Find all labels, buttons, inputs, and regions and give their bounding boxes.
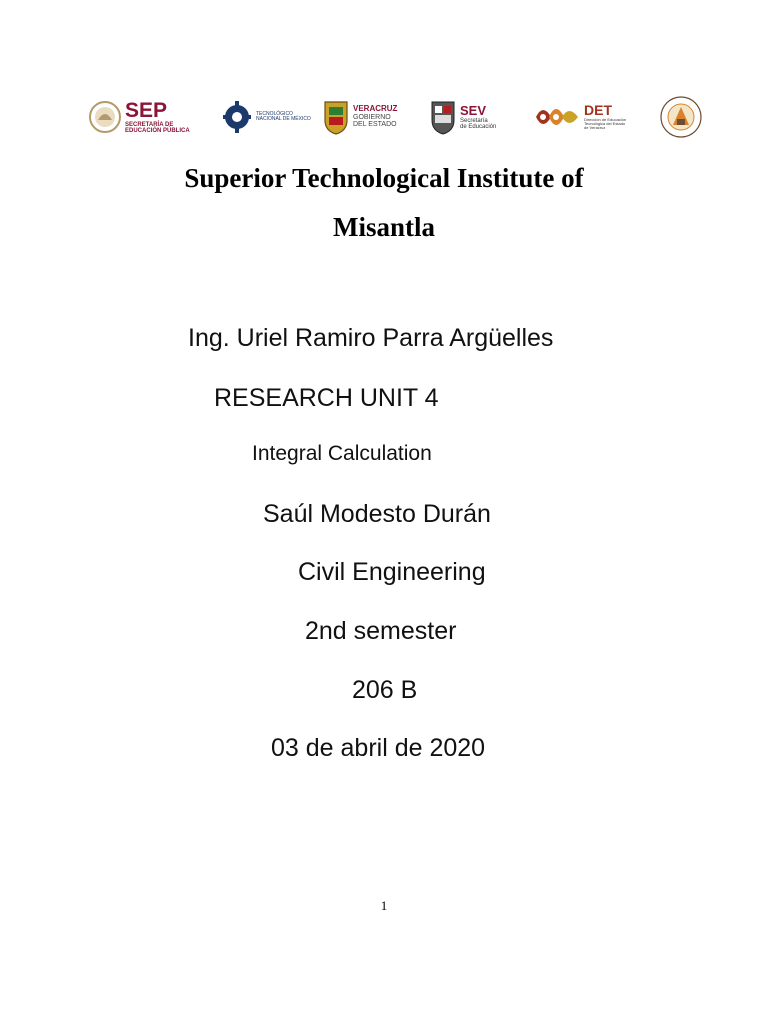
teacher-name: Ing. Uriel Ramiro Parra Argüelles <box>188 324 554 352</box>
sep-logo <box>88 95 190 139</box>
itsm-seal-icon <box>659 95 703 139</box>
sep-logo-line: EDUCACIÓN PÚBLICA <box>125 128 190 135</box>
student-name: Saúl Modesto Durán <box>263 500 491 528</box>
itsm-logo <box>659 95 703 139</box>
veracruz-logo-name: VERACRUZ <box>353 104 398 114</box>
tecnm-logo-line: TECNOLÓGICO <box>256 110 293 117</box>
det-logo-name: DET <box>584 102 612 119</box>
title-line-2: Misantla <box>332 212 435 242</box>
det-logo-line: Tecnológica del Estado <box>584 121 626 127</box>
header-logos <box>0 95 768 143</box>
mexico-seal-icon <box>88 98 122 136</box>
sev-logo-line: de Educación <box>460 123 497 130</box>
page-number: 1 <box>380 898 388 913</box>
det-logo-line: Dirección de Educación <box>584 117 627 123</box>
tecnm-logo <box>222 95 311 139</box>
sev-logo-name: SEV <box>460 102 487 118</box>
veracruz-logo-line: GOBIERNO <box>353 113 391 121</box>
unit-label: RESEARCH UNIT 4 <box>214 384 439 412</box>
tecnm-logo-line: NACIONAL DE MÉXICO <box>256 116 311 122</box>
gear-icon <box>222 99 252 135</box>
subject-label: Integral Calculation <box>252 442 432 465</box>
title-line-1: Superior Technological Institute of <box>184 163 584 193</box>
sev-logo <box>430 95 496 139</box>
det-leaves-icon <box>533 99 581 135</box>
sev-logo-line: Secretaría <box>460 117 488 124</box>
veracruz-logo <box>322 95 397 139</box>
group-label: 206 B <box>352 676 418 704</box>
semester-label: 2nd semester <box>305 617 457 645</box>
det-logo-line: de Veracruz <box>584 125 606 131</box>
career-label: Civil Engineering <box>298 558 486 586</box>
veracruz-shield-icon <box>322 98 350 136</box>
sev-shield-icon <box>430 99 456 135</box>
veracruz-logo-line: DEL ESTADO <box>353 121 397 129</box>
sep-logo-name: SEP <box>125 98 168 122</box>
date-label: 03 de abril de 2020 <box>271 734 486 762</box>
det-logo <box>533 95 626 139</box>
sep-logo-line: SECRETARÍA DE <box>125 121 174 128</box>
